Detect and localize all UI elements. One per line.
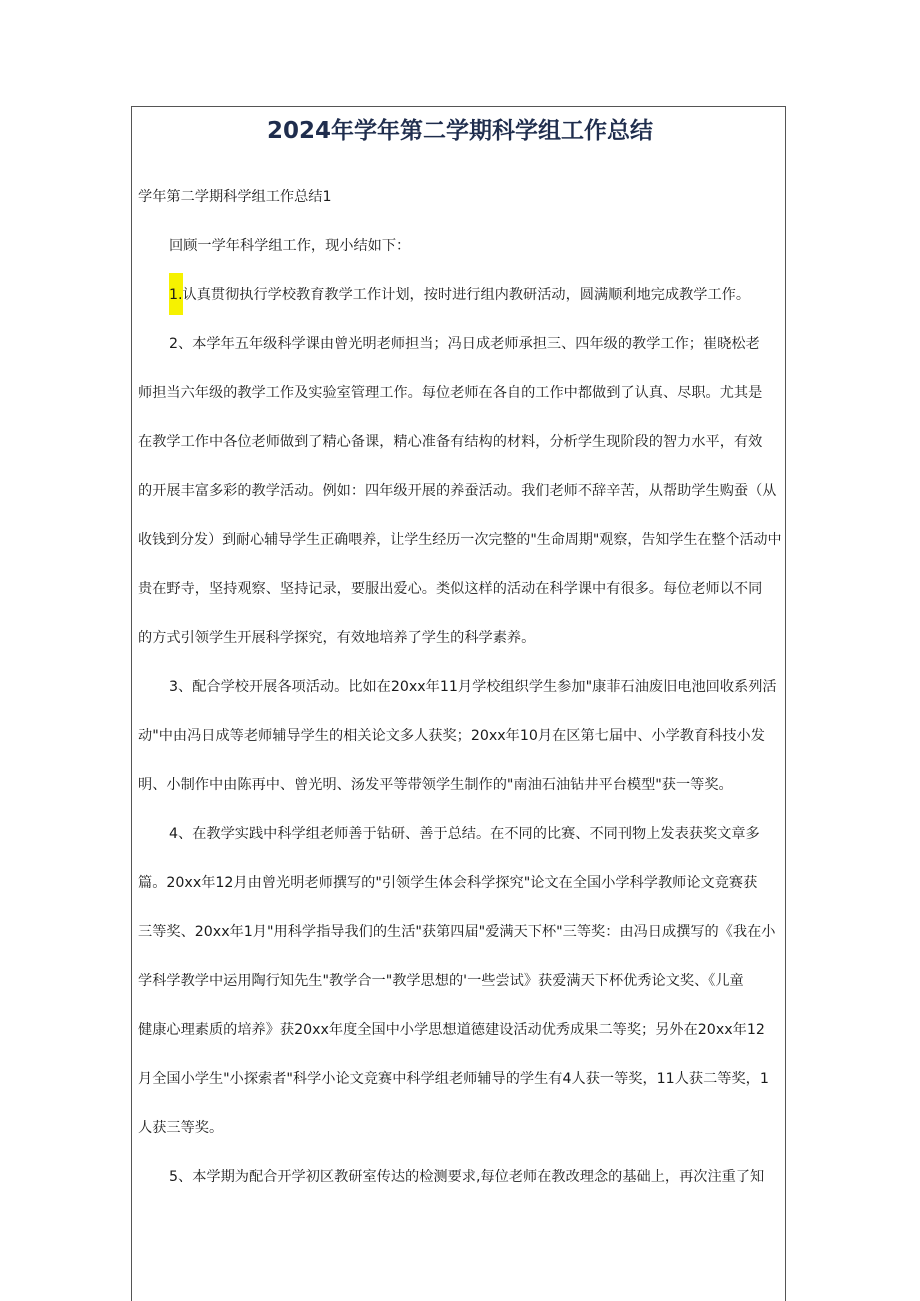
item-2-line: 2、本学年五年级科学课由曾光明老师担当；冯日成老师承担三、四年级的教学工作；崔晓松老 [169,336,760,352]
item-4-line: 4、在教学实践中科学组老师善于钻研、善于总结。在不同的比赛、不同刊物上发表获奖文章多 [169,826,760,842]
item-4-line: 篇。20xx年12月由曾光明老师撰写的"引领学生体会科学探究"论文在全国小学科学教师论文竞赛获 [138,875,758,891]
section-subtitle: 学年第二学期科学组工作总结1 [138,189,332,205]
item-3-line: 3、配合学校开展各项活动。比如在20xx年11月学校组织学生参加"康菲石油废旧电池回收系列活 [169,679,777,695]
item-2-line: 师担当六年级的教学工作及实验室管理工作。每位老师在各自的工作中都做到了认真、尽职。尤其是 [138,385,763,401]
item-2-line: 的方式引领学生开展科学探究，有效地培养了学生的科学素养。 [138,630,536,646]
item-3-line: 明、小制作中由陈再中、曾光明、汤发平等带领学生制作的"南油石油钻井平台模型"获一等奖。 [138,777,733,793]
item-2-line: 收钱到分发）到耐心辅导学生正确喂养，让学生经历一次完整的"生命周期"观察，告知学生在整个活动中 [138,532,782,548]
item-4-line: 三等奖、20xx年1月"用科学指导我们的生活"获第四届"爱满天下杯"三等奖：由冯日成撰写的《我在小 [138,924,776,940]
item-4-line: 月全国小学生"小探索者"科学小论文竞赛中科学组老师辅导的学生有4人获一等奖，11人获二等奖，1 [138,1071,769,1087]
item-4-line: 人获三等奖。 [138,1120,224,1136]
item-2-line: 贵在野寺，坚持观察、坚持记录，要服出爱心。类似这样的活动在科学课中有很多。每位老师以不同 [138,581,763,597]
document-title: 2024年学年第二学期科学组工作总结 [266,118,653,144]
item-3-line: 动"中由冯日成等老师辅导学生的相关论文多人获奖；20xx年10月在区第七届中、小学教育科技小发 [138,728,765,744]
item-5-line: 5、本学期为配合开学初区教研室传达的检测要求,每位老师在教改理念的基础上，再次注重了知 [169,1169,765,1185]
intro-paragraph: 回顾一学年科学组工作，现小结如下： [169,238,411,254]
item-4-line: 健康心理素质的培养》获20xx年度全国中小学思想道德建设活动优秀成果二等奖；另外在20xx年12 [138,1022,765,1038]
item-2-line: 的开展丰富多彩的教学活动。例如：四年级开展的养蚕活动。我们老师不辞辛苦，从帮助学生购蚕（从 [138,483,777,499]
item-1-paragraph [169,285,750,305]
item-4-line: 学科学教学中运用陶行知先生"教学合一"教学思想的'一些尝试》获爱满天下杯优秀论文奖、《儿童 [138,973,744,989]
item-2-line: 在教学工作中各位老师做到了精心备课，精心准备有结构的材料，分析学生现阶段的智力水平，有效 [138,434,763,450]
item-1-text: 认真贯彻执行学校教育教学工作计划，按时进行组内教研活动，圆满顺利地完成教学工作。 [182,287,751,303]
highlight-mark: 1. [169,273,183,315]
